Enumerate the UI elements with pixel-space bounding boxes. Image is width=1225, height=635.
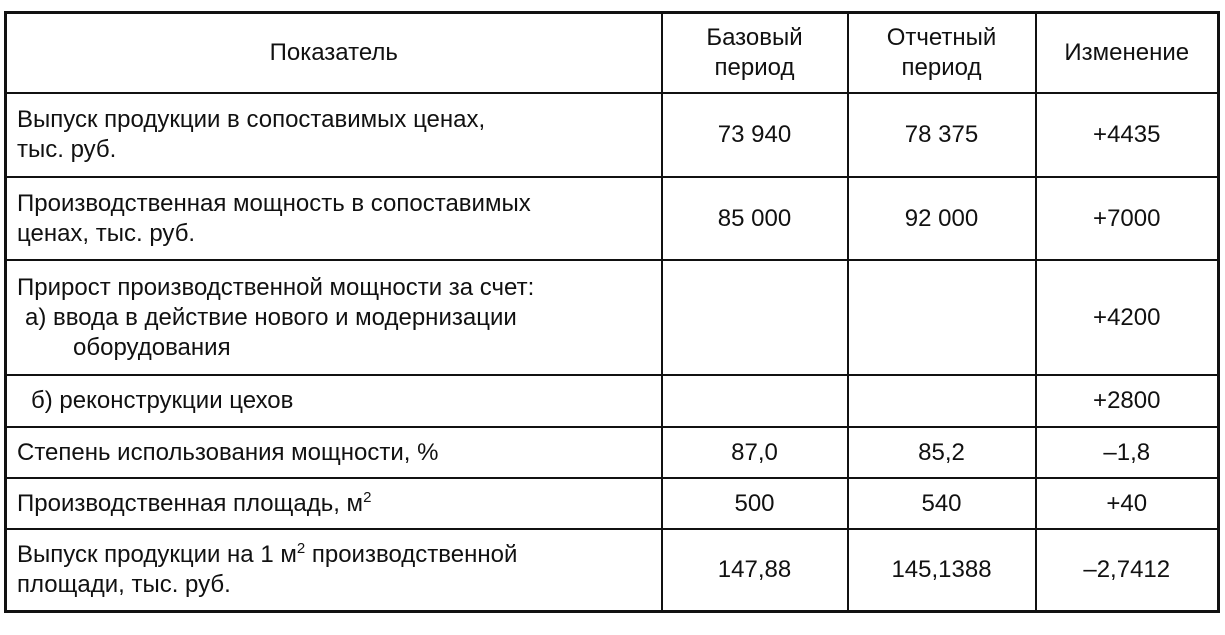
header-base-line-2: период bbox=[714, 54, 795, 81]
row-label-line: б) реконструкции цехов bbox=[31, 387, 294, 414]
base-value: 147,88 bbox=[662, 529, 848, 611]
header-report-line-2: период bbox=[901, 54, 982, 81]
change-value: –2,7412 bbox=[1036, 529, 1219, 611]
base-value bbox=[662, 260, 848, 375]
report-value: 540 bbox=[848, 478, 1036, 529]
header-base-line-1: Базовый bbox=[706, 24, 803, 51]
row-label-line: Степень использования мощности, % bbox=[17, 438, 439, 466]
header-base-period bbox=[662, 13, 848, 94]
table-row bbox=[6, 529, 1219, 611]
report-value bbox=[848, 260, 1036, 375]
change-value: +4200 bbox=[1036, 260, 1219, 375]
row-label bbox=[6, 177, 662, 260]
row-label-line: тыс. руб. bbox=[17, 136, 117, 163]
change-value: –1,8 bbox=[1036, 427, 1219, 478]
row-label-text: Производственная площадь, м bbox=[17, 489, 364, 517]
base-value: 500 bbox=[662, 478, 848, 529]
report-value: 92 000 bbox=[848, 177, 1036, 260]
table-row bbox=[6, 478, 1219, 529]
base-value: 73 940 bbox=[662, 93, 848, 177]
row-label-line: площади, тыс. руб. bbox=[17, 570, 231, 598]
report-value: 85,2 bbox=[848, 427, 1036, 478]
base-value: 85 000 bbox=[662, 177, 848, 260]
header-report-period bbox=[848, 13, 1036, 94]
report-value bbox=[848, 375, 1036, 427]
header-row bbox=[6, 13, 1219, 94]
base-value: 87,0 bbox=[662, 427, 848, 478]
row-label-line: Выпуск продукции в сопоставимых ценах, bbox=[17, 106, 486, 133]
row-label bbox=[6, 375, 662, 427]
change-value: +2800 bbox=[1036, 375, 1219, 427]
row-label-line: ценах, тыс. руб. bbox=[17, 219, 196, 247]
table-row bbox=[6, 427, 1219, 478]
row-label-line: Прирост производственной мощности за счет: bbox=[17, 273, 535, 301]
row-label-line: Производственная мощность в сопоставимых bbox=[17, 189, 531, 217]
row-label bbox=[6, 478, 662, 529]
change-value: +7000 bbox=[1036, 177, 1219, 260]
row-label bbox=[6, 529, 662, 611]
header-change: Изменение bbox=[1036, 13, 1219, 94]
header-report-line-1: Отчетный bbox=[886, 24, 997, 51]
row-label-line: а) ввода в действие нового и модернизации bbox=[25, 303, 517, 331]
table-row bbox=[6, 260, 1219, 375]
row-label-text-rest: производственной bbox=[305, 540, 518, 568]
row-label bbox=[6, 93, 662, 177]
row-label-text: Выпуск продукции на 1 м bbox=[17, 540, 297, 568]
base-value bbox=[662, 375, 848, 427]
row-label bbox=[6, 427, 662, 478]
superscript: 2 bbox=[363, 488, 372, 506]
report-value: 78 375 bbox=[848, 93, 1036, 177]
row-label-line bbox=[17, 540, 653, 570]
change-value: +40 bbox=[1036, 478, 1219, 529]
superscript: 2 bbox=[296, 539, 306, 557]
row-label-line: оборудования bbox=[73, 333, 231, 361]
table-row bbox=[6, 93, 1219, 177]
table-row bbox=[6, 177, 1219, 260]
change-value: +4435 bbox=[1036, 93, 1219, 177]
analysis-table bbox=[4, 11, 1220, 613]
row-label bbox=[6, 260, 662, 375]
table-row bbox=[6, 375, 1219, 427]
header-indicator: Показатель bbox=[6, 13, 662, 94]
report-value: 145,1388 bbox=[848, 529, 1036, 611]
row-label-line bbox=[17, 489, 653, 519]
